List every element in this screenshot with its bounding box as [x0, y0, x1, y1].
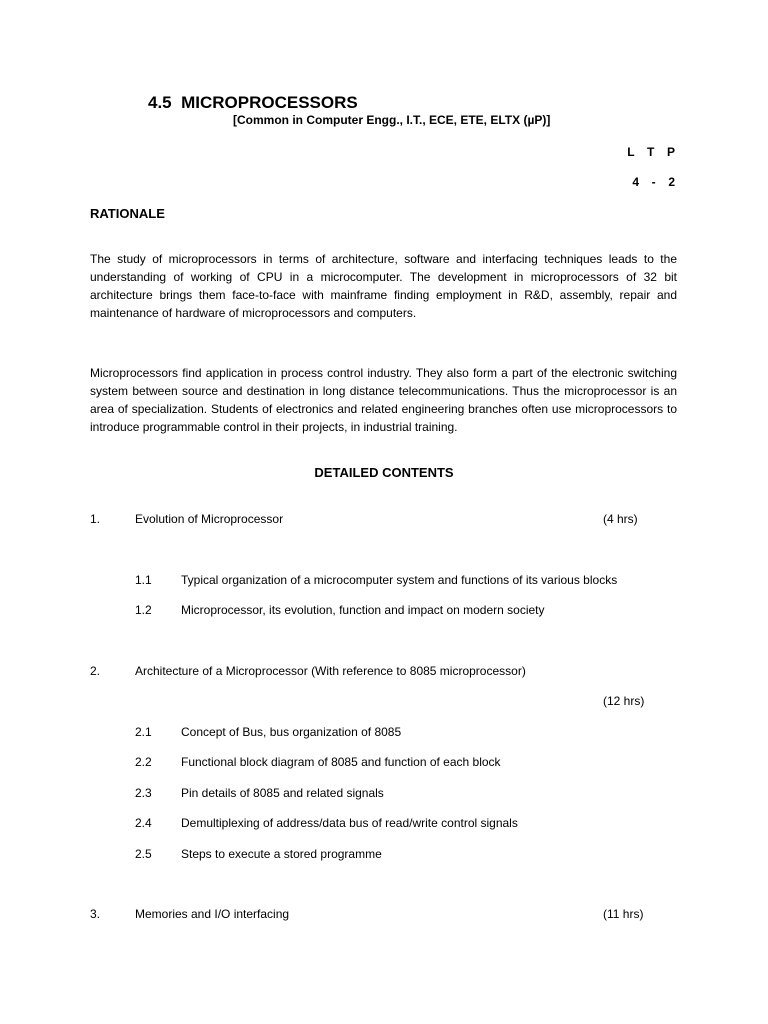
- topic-number: 2.1: [135, 725, 152, 739]
- rationale-paragraph-2: Microprocessors find application in process control industry. They also form a part of the electronic switching system between source and destination in long distance telecommunications. Thus the microprocessor is an area of specialization. Students of electronics and related engineering branches often use microprocessors to introduce programmable control in their projects, in industrial training.: [90, 366, 677, 434]
- topic-number: 1.2: [135, 603, 152, 617]
- detailed-contents-heading: DETAILED CONTENTS: [314, 465, 454, 480]
- unit-hours: (12 hrs): [603, 694, 645, 708]
- unit-number: 2.: [90, 664, 101, 678]
- ltp-values: 4 - 2: [632, 175, 677, 189]
- unit-title: Evolution of Microprocessor: [135, 512, 284, 526]
- unit-hours: (4 hrs): [603, 512, 638, 526]
- topic-number: 1.1: [135, 573, 152, 587]
- topic-number: 2.5: [135, 847, 152, 861]
- ltp-labels: L T P: [627, 145, 677, 159]
- unit-title: Architecture of a Microprocessor (With reference to 8085 microprocessor): [135, 664, 526, 678]
- topic-text: Concept of Bus, bus organization of 8085: [181, 725, 402, 739]
- unit-hours: (11 hrs): [603, 907, 644, 921]
- topic-number: 2.4: [135, 816, 152, 830]
- topic-number: 2.3: [135, 786, 152, 800]
- topic-text: Typical organization of a microcomputer system and functions of its various blocks: [181, 573, 618, 587]
- unit-number: 1.: [90, 512, 101, 526]
- topic-text: Functional block diagram of 8085 and function of each block: [181, 755, 501, 769]
- unit-number: 3.: [90, 907, 101, 921]
- page-title: 4.5 MICROPROCESSORS: [148, 93, 358, 112]
- topic-text: Microprocessor, its evolution, function and impact on modern society: [181, 603, 545, 617]
- rationale-paragraph-1: The study of microprocessors in terms of architecture, software and interfacing techniques leads to the understanding of working of CPU in a microcomputer. The development in microprocessors of 32 bit architecture brings them face-to-face with mainframe finding employment in R&D, assembly, repair and maintenance of hardware of microprocessors and computers.: [90, 252, 677, 320]
- rationale-heading: RATIONALE: [90, 206, 165, 221]
- unit-title: Memories and I/O interfacing: [135, 907, 290, 921]
- topic-text: Demultiplexing of address/data bus of read/write control signals: [181, 816, 518, 830]
- topic-number: 2.2: [135, 755, 152, 769]
- course-subtitle: [Common in Computer Engg., I.T., ECE, ETE, ELTX (µP)]: [233, 113, 551, 127]
- topic-text: Pin details of 8085 and related signals: [181, 786, 384, 800]
- topic-text: Steps to execute a stored programme: [181, 847, 382, 861]
